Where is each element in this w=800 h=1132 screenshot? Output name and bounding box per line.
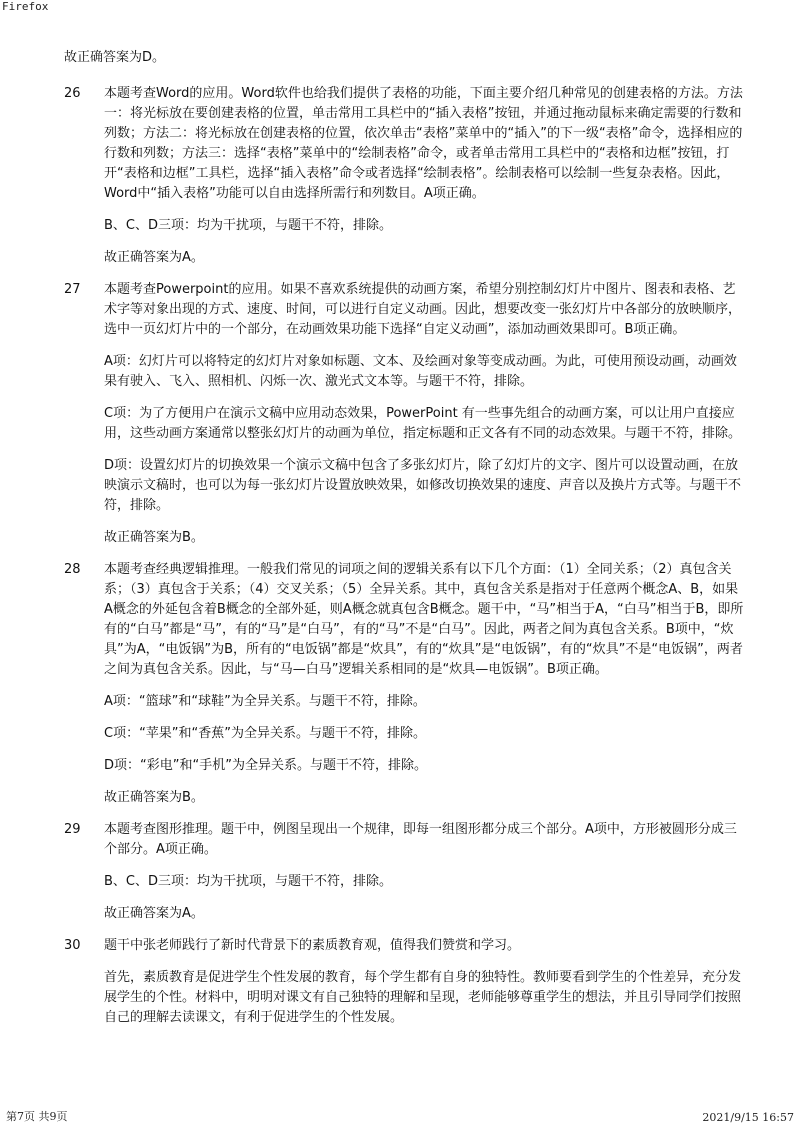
page-number: 第7页 共9页 xyxy=(6,1110,68,1123)
question-number: 30 xyxy=(64,938,81,953)
explanation-paragraph: C项：为了方便用户在演示文稿中应用动态效果，PowerPoint 有一些事先组合的动画方案，可以让用户直接应用，这些动画方案通常以整张幻灯片的动画为单位，指定标题和正文各有不同的动态效果。与题干不符，排除。 xyxy=(104,406,742,441)
question-number: 27 xyxy=(64,282,81,297)
explanation-paragraph: B、C、D三项：均为干扰项，与题干不符，排除。 xyxy=(104,874,393,889)
explanation-paragraph: D项：“彩电”和“手机”为全异关系。与题干不符，排除。 xyxy=(104,758,427,773)
explanation-paragraph: 本题考查Word的应用。Word软件也给我们提供了表格的功能，下面主要介绍几种常见的创建表格的方法。方法一：将光标放在要创建表格的位置，单击常用工具栏中的“插入表格”按钮，并通过拖动鼠标来确定需要的行数和列数；方法二：将光标放在创建表格的位置，依次单击“表格”菜单中的“插入”的下一级“表格”命令，选择相应的行数和列数；方法三：选择“表格”菜单中的“绘制表格”命令，或者单击常用工具栏中的“表格和边框”按钮，打开“表格和边框”工具栏，选择“插入表格”命令或者选择“绘制表格”。绘制表格可以绘制一些复杂表格。因此，Word中“插入表格”功能可以自由选择所需行和列数目。A项正确。 xyxy=(104,86,743,201)
print-datetime: 2021/9/15 16:57 xyxy=(702,1111,794,1124)
question-block xyxy=(64,936,744,1028)
explanation-paragraph: C项：“苹果”和“香蕉”为全异关系。与题干不符，排除。 xyxy=(104,726,427,741)
explanation-paragraph: 题干中张老师践行了新时代背景下的素质教育观，值得我们赞赏和学习。 xyxy=(104,938,521,953)
explanation-paragraph: 本题考查Powerpoint的应用。如果不喜欢系统提供的动画方案，希望分别控制幻灯片中图片、图表和表格、艺术字等对象出现的方式、速度、时间，可以进行自定义动画。因此，想要改变一张幻灯片中各部分的放映顺序，选中一页幻灯片中的一个部分，在动画效果功能下选择“自定义动画”，添加动画效果即可。B项正确。 xyxy=(104,282,742,337)
explanation-paragraph: 故正确答案为A。 xyxy=(104,906,204,921)
lead-answer: 故正确答案为D。 xyxy=(64,50,166,65)
browser-title: Firefox xyxy=(2,0,49,13)
question-block xyxy=(64,280,744,548)
question-block xyxy=(64,820,744,924)
explanation-paragraph: 首先，素质教育是促进学生个性发展的教育，每个学生都有自身的独特性。教师要看到学生的个性差异，充分发展学生的个性。材料中，明明对课文有自己独特的理解和呈现，老师能够尊重学生的想法，并且引导同学们按照自己的理解去读课文，有利于促进学生的个性发展。 xyxy=(104,970,742,1025)
explanation-paragraph: A项：“篮球”和“球鞋”为全异关系。与题干不符，排除。 xyxy=(104,694,426,709)
answer-explanations xyxy=(64,48,744,1040)
question-block xyxy=(64,84,744,268)
explanation-paragraph: 本题考查经典逻辑推理。一般我们常见的词项之间的逻辑关系有以下几个方面：（1）全同关系；（2）真包含关系；（3）真包含于关系；（4）交叉关系；（5）全异关系。其中，真包含关系是指对于任意两个概念A、B，如果A概念的外延包含着B概念的全部外延，则A概念就真包含B概念。题干中，“马”相当于A，“白马”相当于B，即所有的“白马”都是“马”，有的“马”是“白马”，有的“马”不是“白马”。因此，两者之间为真包含关系。B项中，“炊具”为A，“电饭锅”为B，所有的“电饭锅”都是“炊具”，有的“炊具”是“电饭锅”，有的“炊具”不是“电饭锅”，两者之间为真包含关系。因此，与“马—白马”逻辑关系相同的是“炊具—电饭锅”。B项正确。 xyxy=(104,562,744,677)
explanation-paragraph: A项：幻灯片可以将特定的幻灯片对象如标题、文本、及绘画对象等变成动画。为此，可使用预设动画，动画效果有驶入、飞入、照相机、闪烁一次、激光式文本等。与题干不符，排除。 xyxy=(104,354,737,389)
question-number: 29 xyxy=(64,822,81,837)
question-block xyxy=(64,560,744,808)
explanation-paragraph: 故正确答案为B。 xyxy=(104,790,204,805)
explanation-paragraph: 故正确答案为A。 xyxy=(104,250,204,265)
question-number: 28 xyxy=(64,562,81,577)
explanation-paragraph: D项：设置幻灯片的切换效果一个演示文稿中包含了多张幻灯片，除了幻灯片的文字、图片可以设置动画，在放映演示文稿时，也可以为每一张幻灯片设置放映效果，如修改切换效果的速度、声音以及换片方式等。与题干不符，排除。 xyxy=(104,458,742,513)
explanation-paragraph: 本题考查图形推理。题干中，例图呈现出一个规律，即每一组图形都分成三个部分。A项中，方形被圆形分成三个部分。A项正确。 xyxy=(104,822,737,857)
question-list xyxy=(64,84,744,1028)
explanation-paragraph: 故正确答案为B。 xyxy=(104,530,204,545)
question-number: 26 xyxy=(64,86,81,101)
explanation-paragraph: B、C、D三项：均为干扰项，与题干不符，排除。 xyxy=(104,218,393,233)
